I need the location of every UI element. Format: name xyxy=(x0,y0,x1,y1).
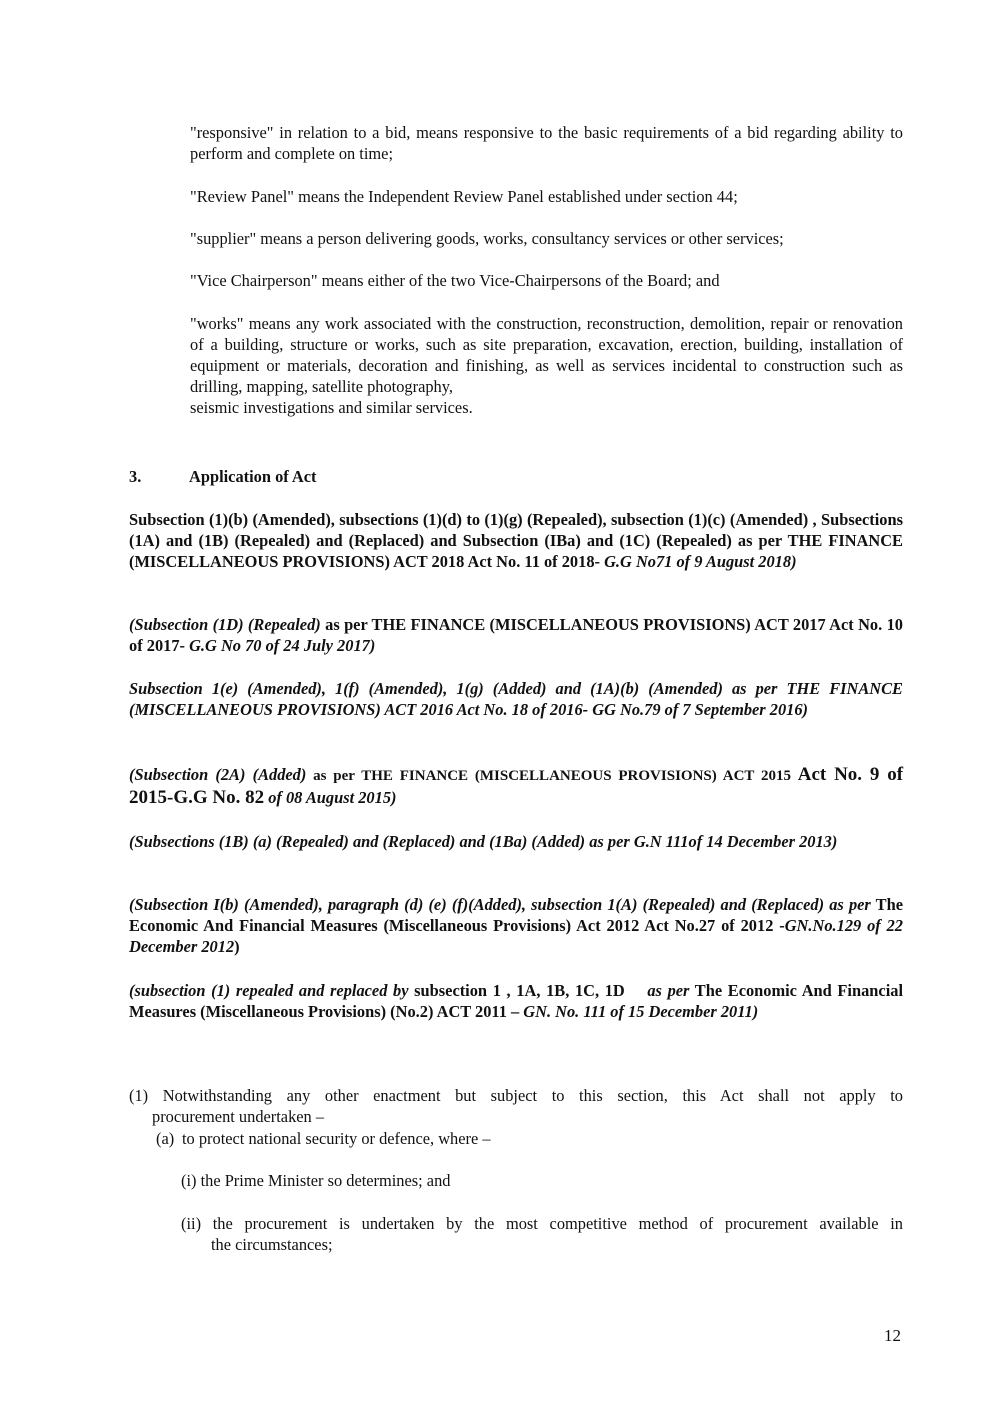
amendment-note-2017 xyxy=(129,614,903,656)
amendment-text: The Economic And Financial Measures (Miscellaneous Provisions) Act 2012 Act No.27 of 2012 - xyxy=(129,895,903,935)
amendment-subsection: (Subsection (2A) (Added) xyxy=(129,765,307,784)
page-number: 12 xyxy=(884,1326,901,1345)
subsection-1-text xyxy=(129,1085,903,1106)
act-reference: The Economic And Financial Measures (Miscellaneous Provisions) (No.2) ACT 2011 – xyxy=(129,981,903,1021)
definition-vice-chairperson xyxy=(190,270,903,291)
amendment-text: subsection 1 , 1A, 1B, 1C, 1D xyxy=(408,981,631,1000)
paragraph-a-label: (a) xyxy=(156,1129,175,1148)
amendment-note-2018 xyxy=(129,509,903,572)
definition-text-continued: seismic investigations and similar services. xyxy=(190,398,473,417)
amendment-subsection: (subsection (1) repealed and replaced by xyxy=(129,981,409,1000)
section-number: 3. xyxy=(129,467,142,486)
gazette-reference: G.G No 70 of 24 July 2017) xyxy=(189,636,376,655)
section-title: Application of Act xyxy=(189,467,317,486)
amendment-note-2016 xyxy=(129,678,903,720)
definition-text: means either of the two Vice-Chairpersons of the Board; and xyxy=(317,271,720,290)
paragraph-a-text: to protect national security or defence, where – xyxy=(182,1129,491,1148)
amendment-text: as per THE FINANCE (MISCELLANEOUS PROVISIONS) ACT 2017 Act No. 10 of 2017- xyxy=(129,615,903,655)
definition-term: "responsive" xyxy=(190,123,274,142)
definition-text: in relation to a bid, means responsive to the basic requirements of a bid regarding ability to perform and complete on time; xyxy=(190,123,903,163)
definition-term: "works" xyxy=(190,314,244,333)
gazette-reference: GN. No. 111 of 15 December 2011) xyxy=(523,1002,759,1021)
amendment-subsection: (Subsection I(b) (Amended), paragraph (d) (e) (f)(Added), subsection 1(A) (Repealed) and (Replaced) as per xyxy=(129,895,871,914)
gazette-reference: G.G No71 of 9 August 2018) xyxy=(604,552,797,571)
subparagraph-ii-line-1: (ii) the procurement is undertaken by the most competitive method of procurement available in xyxy=(181,1214,903,1233)
amendment-text: Subsection 1(e) (Amended), 1(f) (Amended), 1(g) (Added) and (1A)(b) (Amended) as per THE FINANCE (MISCELLANEOUS PROVISIONS) ACT 2016 Act No. 18 of 2016- GG No.79 of 7 September 2016) xyxy=(129,679,903,719)
paragraph-a xyxy=(156,1128,491,1149)
closing-paren: ) xyxy=(234,937,240,956)
subsection-1 xyxy=(129,1085,903,1127)
amendment-subsection: (Subsection (1D) (Repealed) xyxy=(129,615,321,634)
subparagraph-ii-line-2: the circumstances; xyxy=(211,1235,333,1254)
definition-review-panel xyxy=(190,186,903,207)
gazette-reference: GN.No.129 of 22 December 2012 xyxy=(129,916,903,956)
definition-term: "Vice Chairperson" xyxy=(190,271,318,290)
definition-text: means any work associated with the construction, reconstruction, demolition, repair or renovation of a building, structure or works, such as site preparation, excavation, erection, building, installation of equipment or materials, decoration and finishing, as well as services incidental to construction such as drilling, mapping, satellite photography, xyxy=(190,314,903,396)
subsection-1-line-1: Notwithstanding any other enactment but subject to this section, this Act shall not apply to xyxy=(148,1086,903,1105)
definition-works xyxy=(190,313,903,418)
as-per-text: as per xyxy=(630,981,690,1000)
definition-text: means the Independent Review Panel established under section 44; xyxy=(293,187,738,206)
definition-term: "supplier" xyxy=(190,229,257,248)
act-reference: Act No. 9 of 2015-G.G No. 82 xyxy=(129,764,904,808)
definition-term: "Review Panel" xyxy=(190,187,294,206)
amendment-note-2013 xyxy=(129,831,903,852)
definition-supplier xyxy=(190,228,903,249)
subparagraph-i: (i) the Prime Minister so determines; and xyxy=(181,1171,451,1190)
subsection-1-line-2: procurement undertaken – xyxy=(152,1107,325,1126)
amendment-text: (Subsections (1B) (a) (Repealed) and (Replaced) and (1Ba) (Added) as per G.N 111of 14 December 2013) xyxy=(129,832,838,851)
amendment-text: as per THE FINANCE (MISCELLANEOUS PROVISIONS) ACT 2015 xyxy=(306,768,798,784)
subparagraph-ii xyxy=(181,1213,903,1255)
section-heading xyxy=(129,466,316,487)
amendment-note-2012 xyxy=(129,894,903,957)
definition-text: means a person delivering goods, works, consultancy services or other services; xyxy=(256,229,784,248)
gazette-reference: of 08 August 2015) xyxy=(264,788,397,807)
amendment-text: Subsection (1)(b) (Amended), subsections (1)(d) to (1)(g) (Repealed), subsection (1)(c) (Amended) , Subsections (1A) and (1B) (Repealed) and (Replaced) and Subsection (IBa) and (1C) (Repealed) as per THE FINANCE (MISCELLANEOUS PROVISIONS) ACT 2018 Act No. 11 of 2018- xyxy=(129,510,903,571)
definition-responsive xyxy=(190,122,903,164)
amendment-note-2011 xyxy=(129,980,903,1022)
subsection-1-label: (1) xyxy=(129,1086,149,1105)
amendment-note-2015 xyxy=(129,764,903,808)
